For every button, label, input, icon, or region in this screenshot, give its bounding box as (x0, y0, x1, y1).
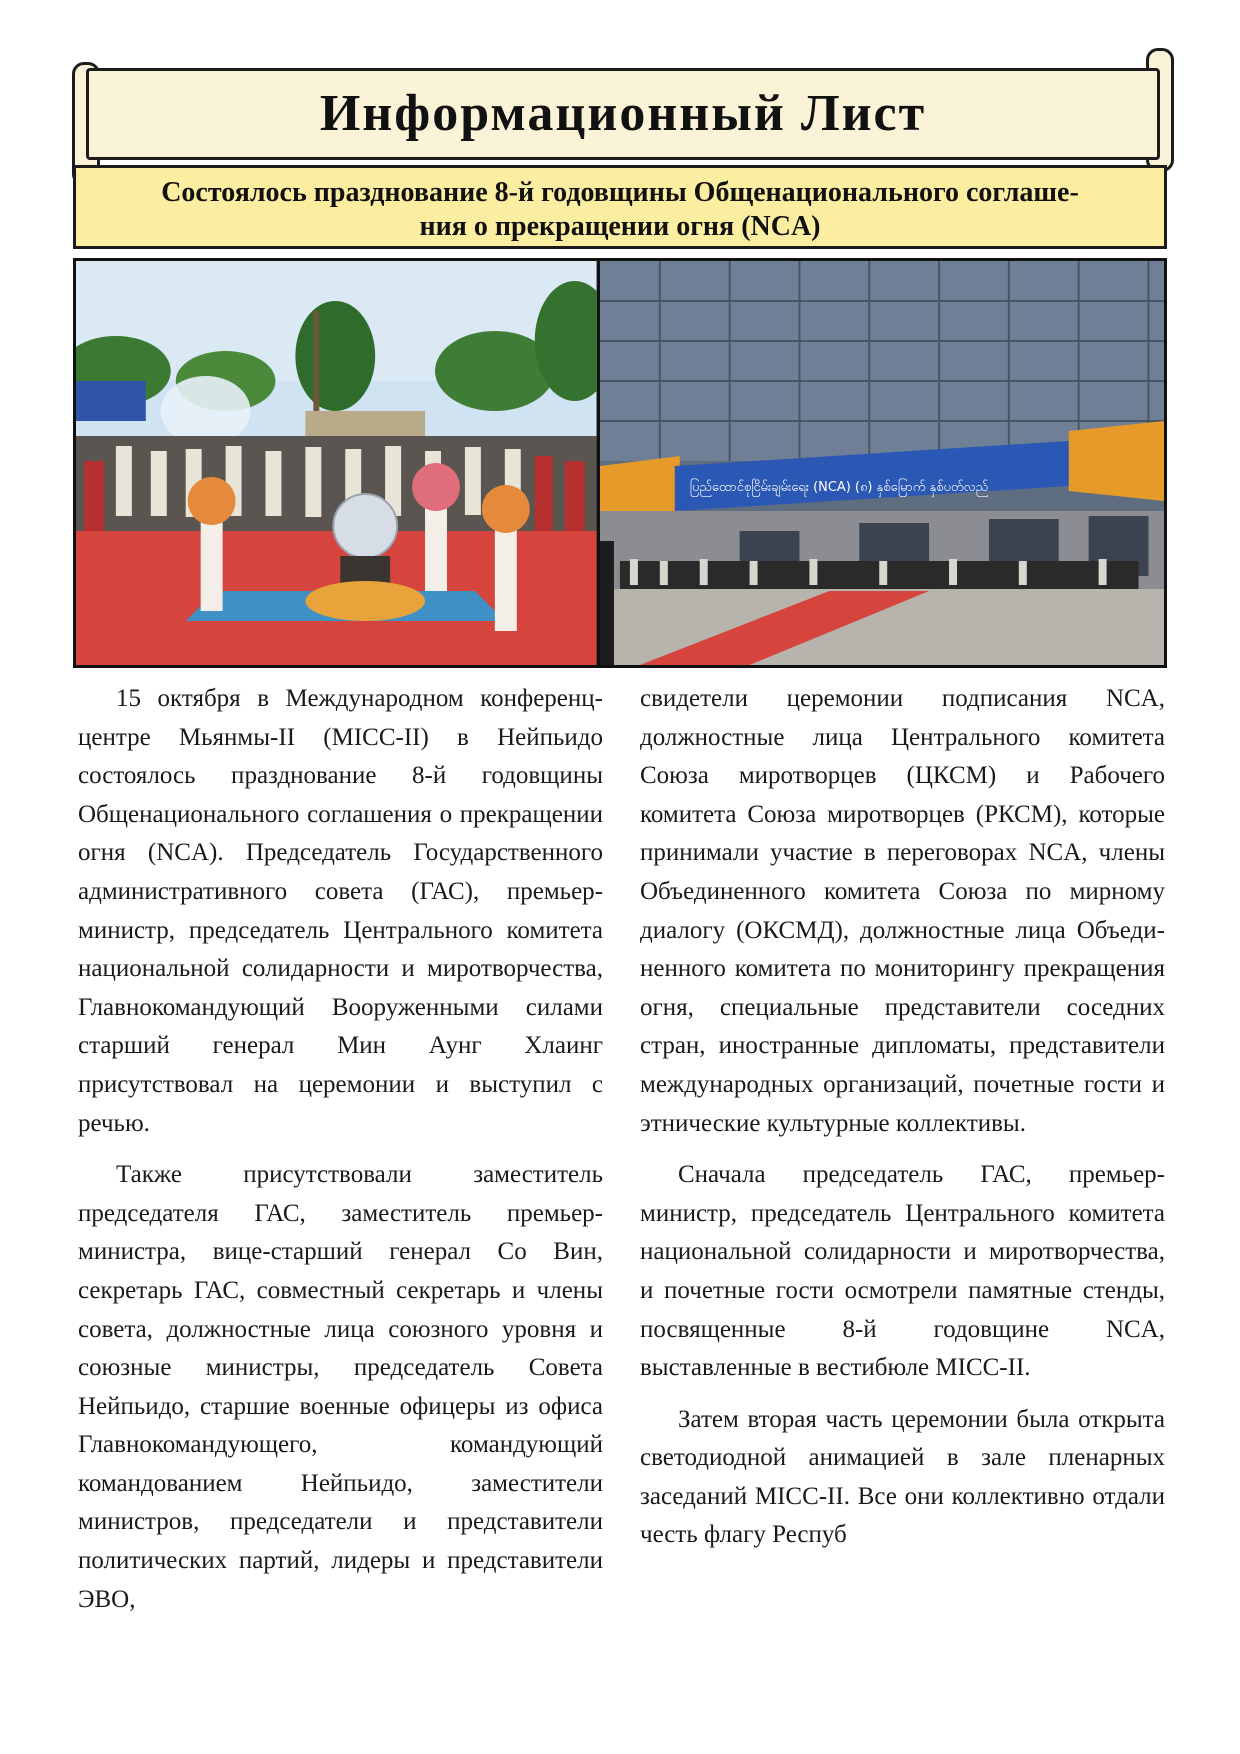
photo-strip (73, 258, 1167, 668)
article-headline (73, 165, 1167, 249)
page-title: Информационный Лист (319, 85, 927, 142)
banner-text: ပြည်ထောင်စုငြိမ်းချမ်းရေး (NCA) (၈) နှစ်မြောက် နှစ်ပတ်လည် (689, 479, 988, 496)
paragraph: свидетели церемонии подписания NCA, должностные лица Центрального комитета Союза миротворцев (ЦКСМ) и Рабочего комитета Союза миротворцев (РКСМ), которые принимали участие в переговорах NCA, члены Объединенного комитета Союза по мирному диалогу (ОКСМД), должностные лица Объединенного комитета по мониторингу прекращения огня, специальные представители соседних стран, иностранные дипломаты, представители международных организаций, почетные гости и этнические культурные коллективы. (640, 685, 1165, 1137)
article-column-left (78, 680, 603, 1632)
header-scroll (72, 62, 1174, 166)
paragraph: 15 октября в Международном конференц-центре Мьянмы-II (MICC-II) в Нейпьидо состоялось празднование 8-й годовщины Общенационального соглашения о прекращении огня (NCA). Председатель Государственного административного совета (ГАС), премьер-министр, председатель Центрального комитета национальной солидарности и миротворчества, Главнокомандующий Вооруженными силами старший генерал Мин Аунг Хлаинг присутствовал на церемонии и выступил с речью. (78, 685, 603, 1137)
ceremony-photo (76, 261, 597, 665)
conference-centre-photo-image (600, 261, 1164, 665)
paragraph: Сначала председатель ГАС, премьер-министр, председатель Центрального комитета национальной солидарности и миротворчества, и почетные гости осмотрели памятные стенды, посвященные 8-й годовщине NCA, выставленные в вестибюле MICC-II. (640, 1161, 1165, 1382)
headline-line-1: Состоялось празднование 8-й годовщины Общенационального соглаше- (161, 177, 1079, 208)
ceremony-photo-image (76, 261, 597, 665)
paragraph: Затем вторая часть церемонии была открыта светодиодной анимацией в зале пленарных заседаний MICC-II. Все они коллективно отдали честь флагу Респуб (640, 1405, 1165, 1549)
paragraph: Также присутствовали заместитель председателя ГАС, заместитель премьер-министра, вице-старший генерал Со Вин, секретарь ГАС, совместный секретарь и члены совета, должностные лица союзного уровня и союзные министры, председатель Совета Нейпьидо, старшие военные офицеры из офиса Главнокомандующего, командующий командованием Нейпьидо, заместители министров, председатели и представители политических партий, лидеры и представители ЭВО, (78, 1161, 603, 1613)
article-column-right (640, 680, 1165, 1568)
conference-centre-photo (600, 261, 1164, 665)
headline-line-2: ния о прекращении огня (NCA) (419, 211, 821, 242)
